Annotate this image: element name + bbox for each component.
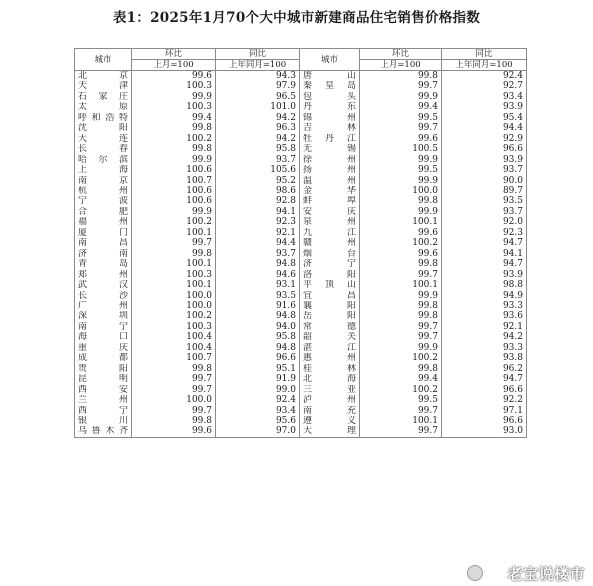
yoy-cell: 94.4 (216, 238, 300, 248)
mom-base-left: 上月=100 (132, 60, 216, 71)
yoy-cell: 101.0 (216, 102, 300, 112)
mom-cell: 100.1 (360, 416, 442, 426)
mom-cell: 100.3 (132, 322, 216, 332)
mom-cell: 99.9 (360, 207, 442, 217)
table-title: 表1：2025年1月70个大中城市新建商品住宅销售价格指数 (112, 10, 481, 26)
mom-cell: 99.8 (360, 311, 442, 321)
yoy-cell: 94.2 (442, 332, 527, 342)
mom-cell: 100.3 (132, 81, 216, 91)
city-cell: 蚌埠 (300, 196, 360, 206)
mom-cell: 99.7 (132, 385, 216, 395)
city-cell: 宜昌 (300, 291, 360, 301)
mom-cell: 100.7 (132, 353, 216, 363)
yoy-cell: 94.8 (216, 343, 300, 353)
table-row (75, 134, 527, 144)
city-cell: 宁波 (75, 196, 132, 206)
yoy-cell: 95.2 (216, 176, 300, 186)
mom-cell: 100.6 (132, 186, 216, 196)
yoy-cell: 98.6 (216, 186, 300, 196)
yoy-cell: 93.9 (442, 155, 527, 165)
yoy-cell: 94.8 (216, 311, 300, 321)
yoy-cell: 95.8 (216, 332, 300, 342)
city-cell: 唐山 (300, 71, 360, 82)
yoy-cell: 98.8 (442, 280, 527, 290)
city-cell: 安庆 (300, 207, 360, 217)
table-row (75, 144, 527, 154)
mom-cell: 99.9 (360, 176, 442, 186)
city-header-right: 城市 (300, 49, 360, 71)
yoy-cell: 92.4 (442, 71, 527, 82)
table-row (75, 426, 527, 437)
city-cell: 杭州 (75, 186, 132, 196)
city-cell: 锦州 (300, 113, 360, 123)
city-cell: 北京 (75, 71, 132, 82)
city-cell: 长沙 (75, 291, 132, 301)
yoy-cell: 94.2 (216, 113, 300, 123)
yoy-cell: 93.9 (442, 270, 527, 280)
table-row (75, 395, 527, 405)
table-row (75, 353, 527, 363)
city-cell: 南京 (75, 176, 132, 186)
yoy-cell: 96.6 (442, 416, 527, 426)
city-cell: 无锡 (300, 144, 360, 154)
table-row (75, 416, 527, 426)
mom-cell: 99.6 (360, 249, 442, 259)
city-cell: 南昌 (75, 238, 132, 248)
yoy-cell: 92.9 (442, 134, 527, 144)
yoy-cell: 105.6 (216, 165, 300, 175)
yoy-cell: 96.3 (216, 123, 300, 133)
mom-cell: 99.7 (132, 238, 216, 248)
city-cell: 银川 (75, 416, 132, 426)
mom-cell: 99.7 (132, 374, 216, 384)
mom-cell: 99.6 (360, 134, 442, 144)
yoy-cell: 97.1 (442, 406, 527, 416)
city-cell: 平顶山 (300, 280, 360, 290)
city-cell: 南充 (300, 406, 360, 416)
mom-cell: 99.4 (132, 113, 216, 123)
city-cell: 秦皇岛 (300, 81, 360, 91)
watermark-logo-icon (467, 565, 483, 581)
mom-cell: 99.8 (360, 196, 442, 206)
yoy-base-right: 上年同月=100 (442, 60, 527, 71)
yoy-cell: 92.1 (442, 322, 527, 332)
mom-cell: 100.1 (360, 280, 442, 290)
city-cell: 青岛 (75, 259, 132, 269)
mom-cell: 100.3 (132, 270, 216, 280)
table-row (75, 123, 527, 133)
mom-cell: 99.7 (360, 406, 442, 416)
yoy-cell: 93.9 (442, 102, 527, 112)
yoy-cell: 94.6 (216, 270, 300, 280)
table-row (75, 301, 527, 311)
city-cell: 海口 (75, 332, 132, 342)
city-cell: 乌鲁木齐 (75, 426, 132, 437)
mom-cell: 100.5 (360, 144, 442, 154)
yoy-cell: 95.6 (216, 416, 300, 426)
yoy-header-left: 同比 (216, 49, 300, 60)
city-cell: 金华 (300, 186, 360, 196)
yoy-cell: 93.3 (442, 301, 527, 311)
mom-cell: 100.4 (132, 332, 216, 342)
city-cell: 牡丹江 (300, 134, 360, 144)
city-cell: 福州 (75, 217, 132, 227)
table-body (75, 71, 527, 438)
city-cell: 呼和浩特 (75, 113, 132, 123)
mom-cell: 99.5 (360, 165, 442, 175)
mom-cell: 99.8 (132, 249, 216, 259)
city-cell: 吉林 (300, 123, 360, 133)
mom-cell: 100.2 (360, 385, 442, 395)
table-row (75, 155, 527, 165)
city-cell: 遵义 (300, 416, 360, 426)
table-row (75, 249, 527, 259)
mom-cell: 100.2 (360, 353, 442, 363)
mom-cell: 99.7 (360, 123, 442, 133)
city-cell: 重庆 (75, 343, 132, 353)
yoy-cell: 95.4 (442, 113, 527, 123)
city-cell: 温州 (300, 176, 360, 186)
mom-cell: 99.9 (132, 92, 216, 102)
city-cell: 石家庄 (75, 92, 132, 102)
mom-cell: 100.0 (360, 186, 442, 196)
city-cell: 厦门 (75, 228, 132, 238)
city-cell: 贵阳 (75, 364, 132, 374)
city-cell: 北海 (300, 374, 360, 384)
table-row (75, 343, 527, 353)
city-header-left: 城市 (75, 49, 132, 71)
city-cell: 烟台 (300, 249, 360, 259)
mom-header-left: 环比 (132, 49, 216, 60)
mom-cell: 99.8 (360, 364, 442, 374)
mom-cell: 99.9 (132, 155, 216, 165)
mom-cell: 99.9 (360, 155, 442, 165)
yoy-cell: 96.6 (442, 144, 527, 154)
city-cell: 洛阳 (300, 270, 360, 280)
yoy-cell: 94.1 (442, 249, 527, 259)
yoy-cell: 94.0 (216, 322, 300, 332)
mom-cell: 100.2 (132, 217, 216, 227)
city-cell: 昆明 (75, 374, 132, 384)
city-cell: 常德 (300, 322, 360, 332)
yoy-cell: 92.8 (216, 196, 300, 206)
price-index-table (74, 48, 527, 438)
yoy-cell: 94.1 (216, 207, 300, 217)
mom-cell: 99.8 (132, 364, 216, 374)
city-cell: 兰州 (75, 395, 132, 405)
yoy-cell: 95.8 (216, 144, 300, 154)
yoy-cell: 96.2 (442, 364, 527, 374)
table-row (75, 81, 527, 91)
city-cell: 成都 (75, 353, 132, 363)
yoy-cell: 92.3 (216, 217, 300, 227)
yoy-cell: 94.4 (442, 123, 527, 133)
yoy-cell: 92.2 (442, 395, 527, 405)
yoy-cell: 92.4 (216, 395, 300, 405)
city-cell: 郑州 (75, 270, 132, 280)
city-cell: 济宁 (300, 259, 360, 269)
mom-cell: 100.6 (132, 196, 216, 206)
city-cell: 襄阳 (300, 301, 360, 311)
mom-cell: 100.4 (132, 343, 216, 353)
table-row (75, 113, 527, 123)
mom-cell: 99.7 (360, 81, 442, 91)
table-row (75, 406, 527, 416)
mom-cell: 99.9 (360, 291, 442, 301)
mom-cell: 99.8 (360, 71, 442, 82)
city-cell: 徐州 (300, 155, 360, 165)
mom-cell: 99.7 (132, 406, 216, 416)
mom-cell: 99.9 (360, 92, 442, 102)
city-cell: 武汉 (75, 280, 132, 290)
table-row (75, 92, 527, 102)
yoy-cell: 94.7 (442, 238, 527, 248)
table-row (75, 228, 527, 238)
mom-cell: 100.2 (360, 238, 442, 248)
table-row (75, 385, 527, 395)
yoy-cell: 95.1 (216, 364, 300, 374)
city-cell: 桂林 (300, 364, 360, 374)
city-cell: 哈尔滨 (75, 155, 132, 165)
yoy-cell: 93.8 (442, 353, 527, 363)
city-cell: 西宁 (75, 406, 132, 416)
table-row (75, 374, 527, 384)
city-cell: 西安 (75, 385, 132, 395)
mom-cell: 99.9 (132, 207, 216, 217)
yoy-header-right: 同比 (442, 49, 527, 60)
city-cell: 长春 (75, 144, 132, 154)
yoy-cell: 93.6 (442, 311, 527, 321)
mom-cell: 100.0 (132, 301, 216, 311)
yoy-cell: 93.7 (442, 165, 527, 175)
table-row (75, 71, 527, 82)
mom-cell: 100.1 (132, 259, 216, 269)
city-cell: 韶关 (300, 332, 360, 342)
mom-cell: 100.3 (132, 102, 216, 112)
city-cell: 沈阳 (75, 123, 132, 133)
table-row (75, 217, 527, 227)
mom-cell: 99.4 (360, 374, 442, 384)
city-cell: 湛江 (300, 343, 360, 353)
table-row (75, 364, 527, 374)
table-row (75, 259, 527, 269)
table-row (75, 196, 527, 206)
yoy-cell: 89.7 (442, 186, 527, 196)
mom-cell: 99.6 (132, 71, 216, 82)
yoy-cell: 97.0 (216, 426, 300, 437)
mom-header-right: 环比 (360, 49, 442, 60)
city-cell: 泸州 (300, 395, 360, 405)
city-cell: 九江 (300, 228, 360, 238)
watermark: 老宝说楼市 (507, 565, 585, 583)
city-cell: 扬州 (300, 165, 360, 175)
city-cell: 天津 (75, 81, 132, 91)
yoy-cell: 94.2 (216, 134, 300, 144)
mom-cell: 100.1 (132, 228, 216, 238)
yoy-cell: 92.7 (442, 81, 527, 91)
city-cell: 三亚 (300, 385, 360, 395)
yoy-cell: 93.1 (216, 280, 300, 290)
yoy-cell: 99.0 (216, 385, 300, 395)
mom-cell: 99.7 (360, 270, 442, 280)
mom-cell: 100.1 (360, 217, 442, 227)
mom-cell: 99.7 (360, 426, 442, 437)
city-cell: 岳阳 (300, 311, 360, 321)
city-cell: 合肥 (75, 207, 132, 217)
yoy-cell: 94.9 (442, 291, 527, 301)
yoy-cell: 93.7 (216, 155, 300, 165)
mom-cell: 99.8 (360, 259, 442, 269)
table-row (75, 165, 527, 175)
yoy-cell: 94.8 (216, 259, 300, 269)
table-row (75, 176, 527, 186)
table-row (75, 311, 527, 321)
yoy-cell: 91.9 (216, 374, 300, 384)
mom-cell: 100.7 (132, 176, 216, 186)
yoy-cell: 92.1 (216, 228, 300, 238)
mom-cell: 100.6 (132, 165, 216, 175)
table-row (75, 291, 527, 301)
yoy-cell: 93.4 (216, 406, 300, 416)
mom-cell: 99.8 (132, 144, 216, 154)
mom-cell: 100.0 (132, 291, 216, 301)
yoy-cell: 94.7 (442, 259, 527, 269)
mom-cell: 100.2 (132, 134, 216, 144)
mom-cell: 99.6 (360, 228, 442, 238)
yoy-cell: 96.6 (442, 385, 527, 395)
yoy-cell: 94.7 (442, 374, 527, 384)
city-cell: 赣州 (300, 238, 360, 248)
city-cell: 大连 (75, 134, 132, 144)
yoy-cell: 93.7 (442, 207, 527, 217)
mom-cell: 99.6 (132, 426, 216, 437)
yoy-cell: 92.0 (442, 217, 527, 227)
yoy-cell: 91.6 (216, 301, 300, 311)
yoy-cell: 93.5 (442, 196, 527, 206)
mom-cell: 99.8 (132, 416, 216, 426)
yoy-cell: 94.3 (216, 71, 300, 82)
yoy-cell: 97.9 (216, 81, 300, 91)
yoy-cell: 96.6 (216, 353, 300, 363)
city-cell: 大理 (300, 426, 360, 437)
city-cell: 包头 (300, 92, 360, 102)
yoy-cell: 93.3 (442, 343, 527, 353)
yoy-cell: 93.0 (442, 426, 527, 437)
mom-cell: 100.1 (132, 280, 216, 290)
yoy-cell: 93.7 (216, 249, 300, 259)
yoy-cell: 93.4 (442, 92, 527, 102)
city-cell: 南宁 (75, 322, 132, 332)
yoy-base-left: 上年同月=100 (216, 60, 300, 71)
mom-cell: 99.7 (360, 332, 442, 342)
yoy-cell: 92.3 (442, 228, 527, 238)
city-cell: 济南 (75, 249, 132, 259)
table-row (75, 270, 527, 280)
table-row (75, 332, 527, 342)
table-row (75, 102, 527, 112)
mom-cell: 99.5 (360, 113, 442, 123)
table-row (75, 186, 527, 196)
city-cell: 惠州 (300, 353, 360, 363)
city-cell: 深圳 (75, 311, 132, 321)
city-cell: 上海 (75, 165, 132, 175)
mom-cell: 99.8 (132, 123, 216, 133)
table-row (75, 280, 527, 290)
yoy-cell: 93.5 (216, 291, 300, 301)
mom-cell: 99.9 (360, 343, 442, 353)
yoy-cell: 96.5 (216, 92, 300, 102)
city-cell: 泉州 (300, 217, 360, 227)
mom-cell: 100.0 (132, 395, 216, 405)
table-row (75, 322, 527, 332)
city-cell: 丹东 (300, 102, 360, 112)
mom-base-right: 上月=100 (360, 60, 442, 71)
yoy-cell: 90.0 (442, 176, 527, 186)
table-row (75, 207, 527, 217)
mom-cell: 99.7 (360, 322, 442, 332)
mom-cell: 99.5 (360, 395, 442, 405)
mom-cell: 100.2 (132, 311, 216, 321)
mom-cell: 99.4 (360, 102, 442, 112)
table-row (75, 238, 527, 248)
city-cell: 太原 (75, 102, 132, 112)
city-cell: 广州 (75, 301, 132, 311)
mom-cell: 99.8 (360, 301, 442, 311)
